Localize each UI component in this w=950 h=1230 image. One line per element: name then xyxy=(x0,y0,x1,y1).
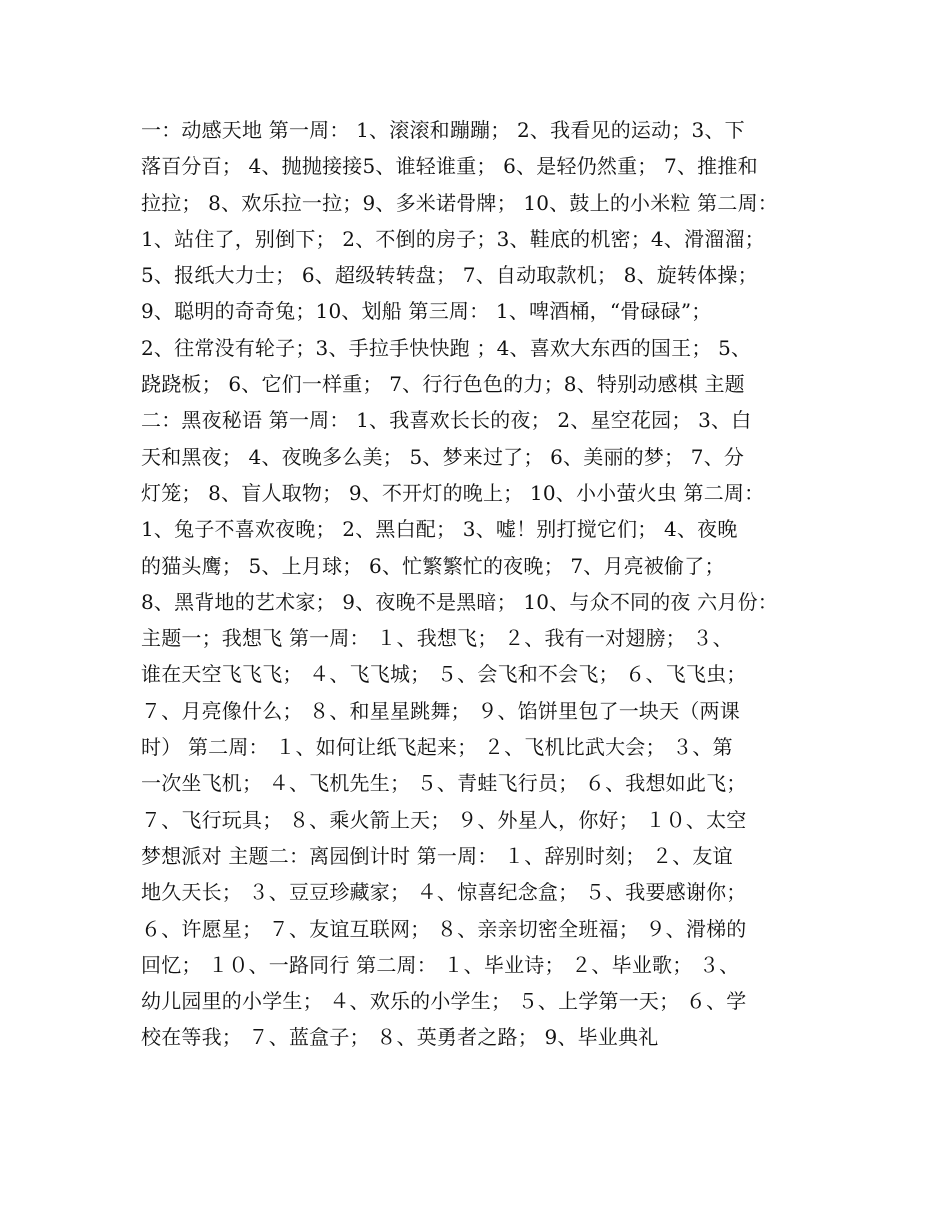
text-line: ７、飞行玩具； ８、乘火箭上天； ９、外星人，你好； １０、太空 xyxy=(141,807,747,832)
text-line: 落百分百； 4、抛抛接接5、谁轻谁重； 6、是轻仍然重； 7、推推和 xyxy=(141,154,758,179)
text-line: 2、往常没有轮子；3、手拉手快快跑 ；4、喜欢大东西的国王； 5、 xyxy=(141,335,752,360)
text-line: 9、聪明的奇奇兔；10、划船 第三周： 1、啤酒桶，“骨碌碌”； xyxy=(141,299,712,324)
text-line: 的猫头鹰； 5、上月球； 6、忙繁繁忙的夜晚； 7、月亮被偷了； xyxy=(141,553,725,578)
text-line: 主题一；我想飞 第一周： １、我想飞； ２、我有一对翅膀； ３、 xyxy=(141,626,733,651)
text-line: 1、兔子不喜欢夜晚； 2、黑白配； 3、嘘！别打搅它们； 4、夜晚 xyxy=(141,517,738,542)
body-text xyxy=(141,112,823,1056)
text-line: 天和黑夜； 4、夜晚多么美； 5、梦来过了； 6、美丽的梦； 7、分 xyxy=(141,444,745,469)
text-line: 1、站住了，别倒下； 2、不倒的房子；3、鞋底的机密；4、滑溜溜； xyxy=(141,226,765,251)
text-line: 5、报纸大力士； 6、超级转转盘； 7、自动取款机； 8、旋转体操； xyxy=(141,263,758,288)
text-line: 一：动感天地 第一周： 1、滚滚和蹦蹦； 2、我看见的运动；3、下 xyxy=(141,118,745,142)
text-line: 跷跷板； 6、它们一样重； 7、行行色色的力；8、特别动感棋 主题 xyxy=(141,372,745,397)
text-line: 拉拉； 8、欢乐拉一拉；9、多米诺骨牌； 10、鼓上的小米粒 第二周： xyxy=(141,190,778,215)
text-line: 一次坐飞机； ４、飞机先生； ５、青蛙飞行员； ６、我想如此飞； xyxy=(141,771,747,796)
text-line: 灯笼； 8、盲人取物； 9、不开灯的晚上； 10、小小萤火虫 第二周： xyxy=(141,480,765,505)
text-line: 校在等我； ７、蓝盒子； ８、英勇者之路； 9、毕业典礼 xyxy=(141,1025,659,1050)
text-line: ６、许愿星； ７、友谊互联网； ８、亲亲切密全班福； ９、滑梯的 xyxy=(141,916,747,941)
text-line: 谁在天空飞飞飞； ４、飞飞城； ５、会飞和不会飞； ６、飞飞虫； xyxy=(141,662,747,687)
text-line: 8、黑背地的艺术家； 9、夜晚不是黑暗； 10、与众不同的夜 六月份： xyxy=(141,589,778,614)
text-line: 时） 第二周： １、如何让纸飞起来； ２、飞机比武大会； ３、第 xyxy=(141,735,733,760)
text-line: 梦想派对 主题二：离园倒计时 第一周： １、辞别时刻； ２、友谊 xyxy=(141,843,733,868)
text-line: 幼儿园里的小学生； ４、欢乐的小学生； ５、上学第一天； ６、学 xyxy=(141,989,747,1014)
text-line: 回忆； １０、一路同行 第二周： １、毕业诗； ２、毕业歌； ３、 xyxy=(141,952,740,977)
text-line: 地久天长； ３、豆豆珍藏家； ４、惊喜纪念盒； ５、我要感谢你； xyxy=(141,880,747,905)
text-line: ７、月亮像什么； ８、和星星跳舞； ９、馅饼里包了一块天（两课 xyxy=(141,698,740,723)
text-line: 二：黑夜秘语 第一周： 1、我喜欢长长的夜； 2、星空花园； 3、白 xyxy=(141,408,752,433)
